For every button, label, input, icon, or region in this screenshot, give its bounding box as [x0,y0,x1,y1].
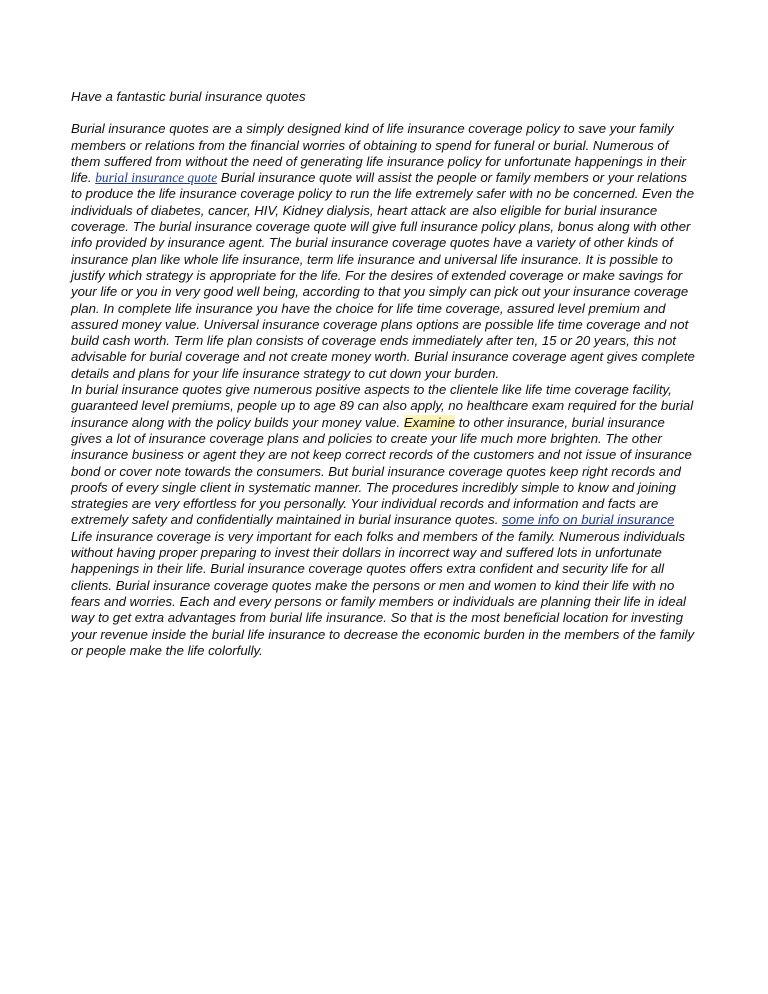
burial-insurance-quote-link[interactable]: burial insurance quote [95,170,218,186]
paragraph-1-text-b: Burial insurance quote will assist the people or family members or your relations to produce the life insurance coverage policy to run the life extremely safer with no be concerned. Even the individuals of diabetes, cancer, HIV, Kidney dialysis, heart attack are also eligible for burial insurance coverage. The burial insurance coverage quote will give full insurance policy plans, bonus along with other info provided by insurance agent. The burial insurance coverage quotes have a variety of other kinds of insurance plan like whole life insurance, term life insurance and universal life insurance. It is possible to justify which strategy is appropriate for the life. For the desires of extended coverage or make savings for your life or you in very good well being, according to that you simply can pick out your insurance coverage plan. In complete life insurance you have the choice for life time coverage, assured level premium and assured money value. Universal insurance coverage plans options are possible life time coverage and not build cash worth. Term life plan consists of coverage ends immediately after ten, 15 or 20 years, this not advisable for burial coverage and not create money worth. Burial insurance coverage agent gives complete details and plans for your life insurance strategy to cut down your burden. [71,170,695,381]
document-page [71,89,699,659]
some-info-link[interactable]: some info on burial insurance [502,512,675,528]
paragraph-2-text-a: In burial insurance quotes give numerous positive aspects to the clientele like life time coverage facility, guaranteed level premiums, people up to age 89 can also apply, no healthcare exam required for the burial insurance along with the policy builds your money value. [71,382,694,430]
paragraph-1 [71,121,699,382]
examine-highlight[interactable]: Examine [403,414,456,430]
paragraph-1-text-a: Burial insurance quotes are a simply designed kind of life insurance coverage policy to save your family members or relations from the financial worries of obtaining to spend for funeral or burial. Numerous of them suffered from without the need of generating life insurance policy for unfortunate happenings in their life. [71,121,687,186]
document-title: Have a fantastic burial insurance quotes [71,89,306,104]
paragraph-2-text-b: to other insurance, burial insurance gives a lot of insurance coverage plans and policies to create your life much more brighten. The other insurance business or agent they are not keep correct records of the customers and not issue of insurance bond or cover note towards the consumers. But burial insurance coverage quotes keep right records and proofs of every single client in systematic manner. The procedures incredibly simple to know and joining strategies are very effortless for you personally. Your individual records and information and facts are extremely safety and confidentially maintained in burial insurance quotes. [71,414,692,528]
paragraph-2 [71,382,699,659]
paragraph-2-text-c: Life insurance coverage is very important for each folks and members of the family. Numerous individuals without having proper preparing to invest their dollars in incorrect way and suffered lots in unfortunate happenings in their life. Burial insurance coverage quotes offers extra confident and security life for all clients. Burial insurance coverage quotes make the persons or men and women to kind their life with no fears and worries. Each and every persons or family members or individuals are planning their life in ideal way to get extra advantages from burial life insurance. So that is the most beneficial location for investing your revenue inside the burial life insurance to decrease the economic burden in the members of the family or people make the life colorfully. [71,528,695,658]
